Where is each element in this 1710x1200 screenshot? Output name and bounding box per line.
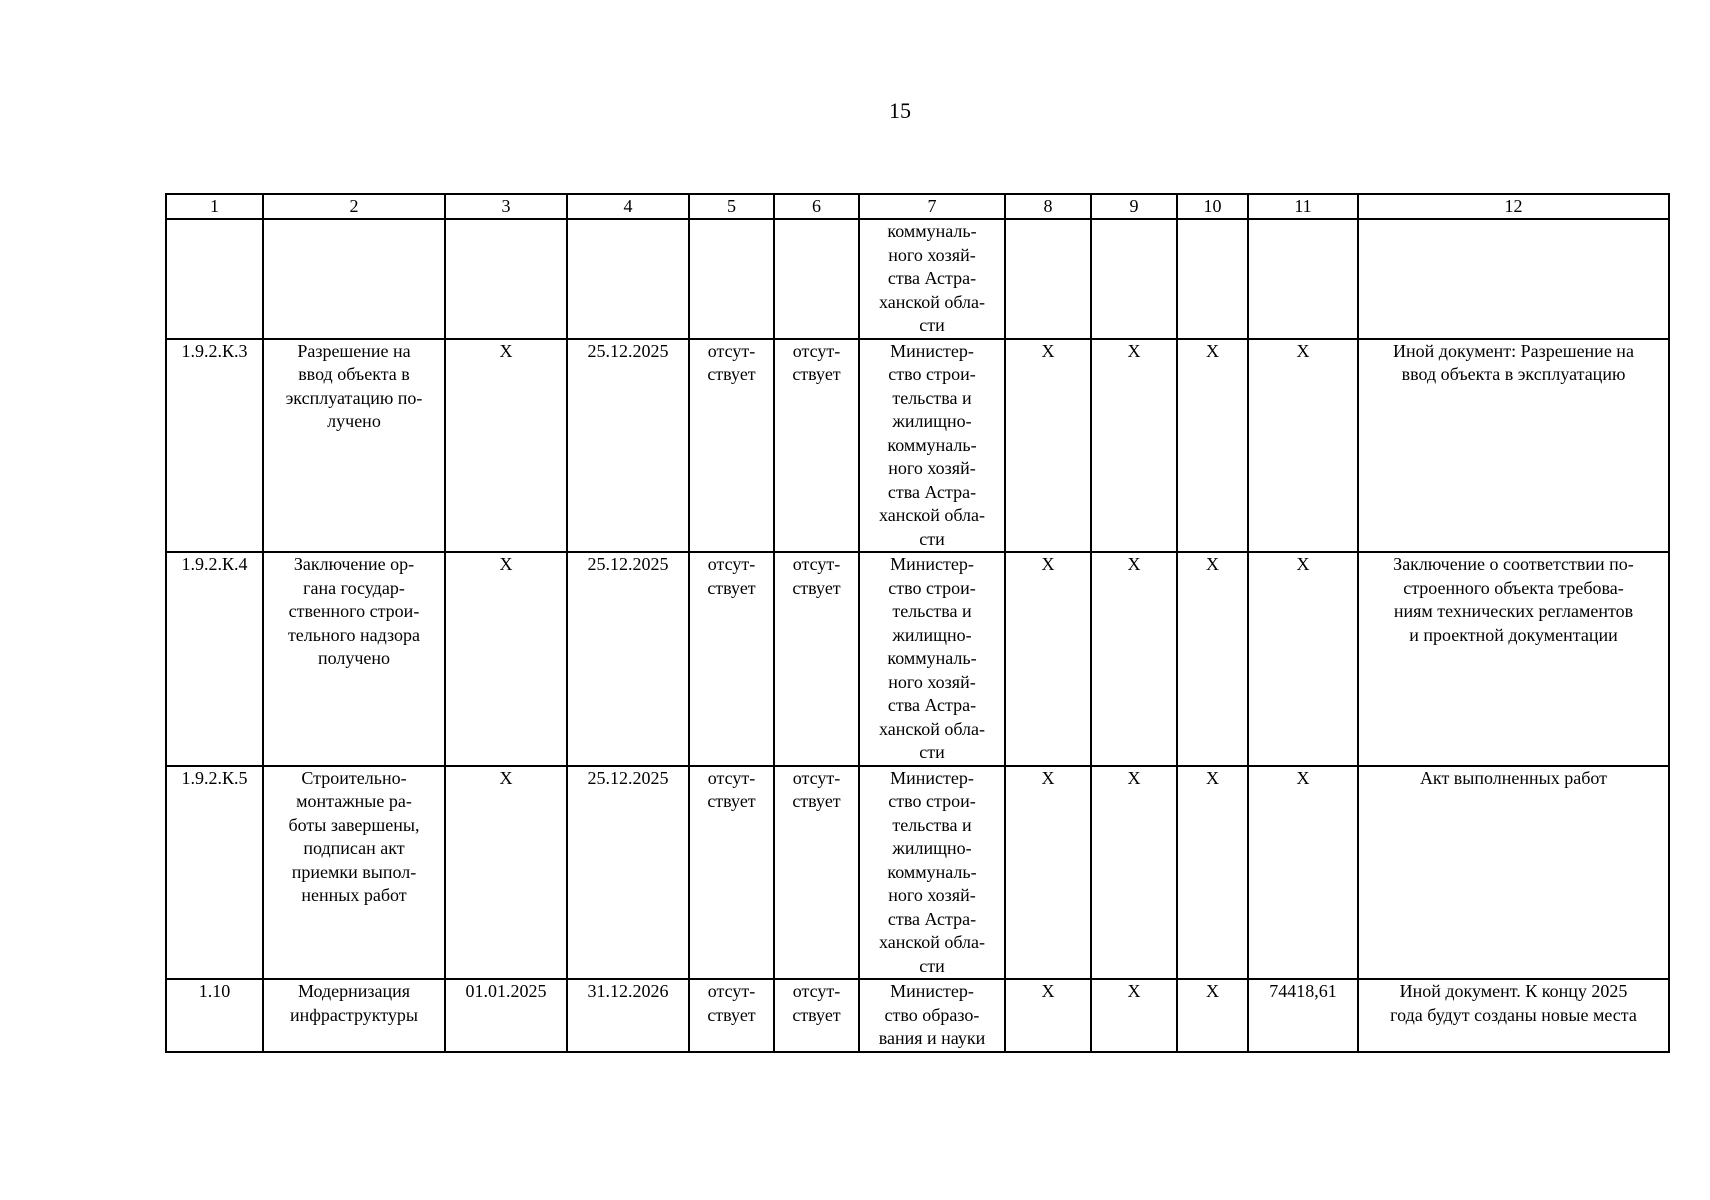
cell-col6: отсут- ствует — [774, 766, 859, 980]
cell-col5: отсут- ствует — [689, 979, 774, 1052]
cell-document: Иной документ: Разрешение на ввод объекта в эксплуатацию — [1358, 339, 1669, 553]
cell-col5 — [689, 219, 774, 339]
cell-end: 25.12.2025 — [567, 339, 689, 553]
cell-start: X — [445, 552, 567, 766]
cell-col11: X — [1248, 552, 1358, 766]
header-cell-7: 7 — [859, 194, 1005, 219]
cell-name: Модернизация инфраструктуры — [263, 979, 445, 1052]
header-cell-6: 6 — [774, 194, 859, 219]
cell-end: 25.12.2025 — [567, 766, 689, 980]
cell-col6: отсут- ствует — [774, 339, 859, 553]
cell-responsible: Министер- ство строи- тельства и жилищно- коммуналь- ного хозяй- ства Астра- ханской обла- сти — [859, 339, 1005, 553]
cell-col9: X — [1091, 766, 1177, 980]
header-cell-2: 2 — [263, 194, 445, 219]
cell-name — [263, 219, 445, 339]
header-cell-4: 4 — [567, 194, 689, 219]
header-cell-9: 9 — [1091, 194, 1177, 219]
cell-col8: X — [1005, 552, 1091, 766]
cell-col11 — [1248, 219, 1358, 339]
cell-col10: X — [1177, 766, 1248, 980]
cell-responsible: Министер- ство образо- вания и науки — [859, 979, 1005, 1052]
cell-col10: X — [1177, 552, 1248, 766]
cell-name: Заключение ор- гана государ- ственного строи- тельного надзора получено — [263, 552, 445, 766]
cell-name: Разрешение на ввод объекта в эксплуатацию по- лучено — [263, 339, 445, 553]
cell-code: 1.9.2.К.5 — [166, 766, 263, 980]
cell-col11: X — [1248, 766, 1358, 980]
document-table — [165, 193, 1670, 1053]
cell-end — [567, 219, 689, 339]
cell-col9: X — [1091, 339, 1177, 553]
cell-col10: X — [1177, 339, 1248, 553]
cell-document: Заключение о соответствии по- строенного объекта требова- ниям технических регламентов и проектной документации — [1358, 552, 1669, 766]
cell-responsible: Министер- ство строи- тельства и жилищно- коммуналь- ного хозяй- ства Астра- ханской обла- сти — [859, 552, 1005, 766]
header-cell-8: 8 — [1005, 194, 1091, 219]
cell-end: 31.12.2026 — [567, 979, 689, 1052]
header-row — [166, 194, 1669, 219]
cell-start: X — [445, 766, 567, 980]
table-row — [166, 219, 1669, 339]
header-cell-10: 10 — [1177, 194, 1248, 219]
header-cell-1: 1 — [166, 194, 263, 219]
cell-document — [1358, 219, 1669, 339]
cell-col10 — [1177, 219, 1248, 339]
table-row — [166, 766, 1669, 980]
header-cell-5: 5 — [689, 194, 774, 219]
cell-col8: X — [1005, 979, 1091, 1052]
cell-col6: отсут- ствует — [774, 979, 859, 1052]
table-row — [166, 552, 1669, 766]
cell-col8: X — [1005, 766, 1091, 980]
cell-document: Акт выполненных работ — [1358, 766, 1669, 980]
cell-responsible: коммуналь- ного хозяй- ства Астра- ханской обла- сти — [859, 219, 1005, 339]
cell-start — [445, 219, 567, 339]
header-cell-3: 3 — [445, 194, 567, 219]
header-cell-11: 11 — [1248, 194, 1358, 219]
cell-col5: отсут- ствует — [689, 339, 774, 553]
page-number: 15 — [889, 98, 911, 123]
cell-col6: отсут- ствует — [774, 552, 859, 766]
cell-code: 1.9.2.К.3 — [166, 339, 263, 553]
cell-col6 — [774, 219, 859, 339]
cell-col9: X — [1091, 552, 1177, 766]
cell-col8 — [1005, 219, 1091, 339]
cell-col9: X — [1091, 979, 1177, 1052]
cell-code — [166, 219, 263, 339]
cell-col8: X — [1005, 339, 1091, 553]
cell-col11: 74418,61 — [1248, 979, 1358, 1052]
cell-start: X — [445, 339, 567, 553]
cell-document: Иной документ. К концу 2025 года будут созданы новые места — [1358, 979, 1669, 1052]
cell-name: Строительно- монтажные ра- боты завершены, подписан акт приемки выпол- ненных работ — [263, 766, 445, 980]
cell-code: 1.10 — [166, 979, 263, 1052]
cell-col9 — [1091, 219, 1177, 339]
cell-start: 01.01.2025 — [445, 979, 567, 1052]
cell-col5: отсут- ствует — [689, 552, 774, 766]
header-cell-12: 12 — [1358, 194, 1669, 219]
cell-col5: отсут- ствует — [689, 766, 774, 980]
cell-code: 1.9.2.К.4 — [166, 552, 263, 766]
cell-end: 25.12.2025 — [567, 552, 689, 766]
table-row — [166, 339, 1669, 553]
cell-col11: X — [1248, 339, 1358, 553]
cell-col10: X — [1177, 979, 1248, 1052]
cell-responsible: Министер- ство строи- тельства и жилищно- коммуналь- ного хозяй- ства Астра- ханской обла- сти — [859, 766, 1005, 980]
table-row — [166, 979, 1669, 1052]
